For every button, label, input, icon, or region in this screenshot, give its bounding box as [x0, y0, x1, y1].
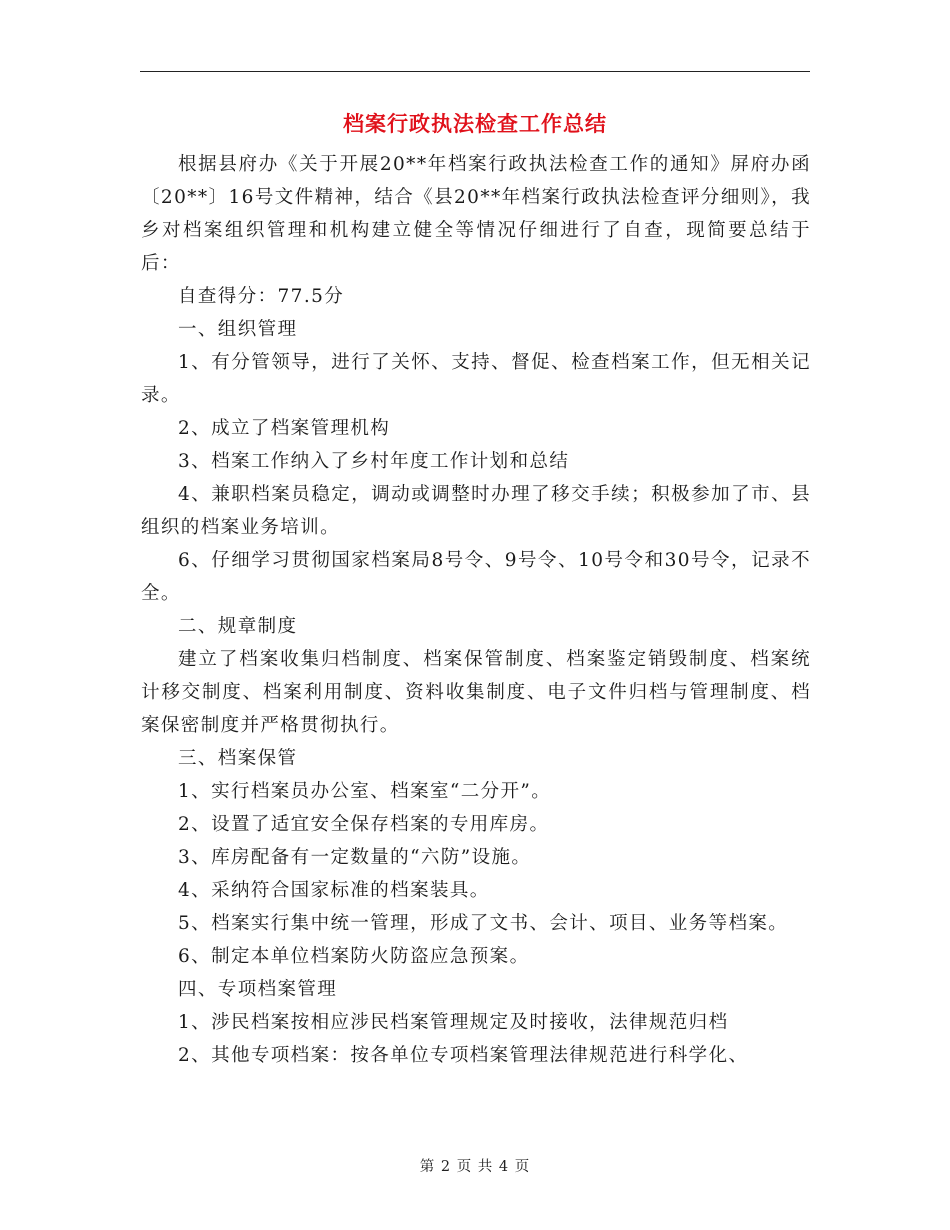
section-heading: 二、规章制度 — [178, 616, 298, 637]
paragraph: 1、实行档案员办公室、档案室“二分开”。 — [178, 781, 552, 802]
paragraph: 1、有分管领导，进行了关怀、支持、督促、检查档案工作，但无相关记录。 — [141, 352, 811, 406]
section-heading: 三、档案保管 — [178, 748, 298, 769]
paragraph: 自查得分：77.5分 — [178, 286, 345, 307]
paragraph: 建立了档案收集归档制度、档案保管制度、档案鉴定销毁制度、档案统计移交制度、档案利用制度、资料收集制度、电子文件归档与管理制度、档案保密制度并严格贯彻执行。 — [141, 649, 811, 736]
section-heading: 一、组织管理 — [178, 319, 298, 340]
paragraph: 2、设置了适宜安全保存档案的专用库房。 — [178, 814, 550, 835]
paragraph: 6、仔细学习贯彻国家档案局8号令、9号令、10号令和30号令，记录不全。 — [141, 550, 811, 604]
document-body — [141, 148, 811, 1072]
section-heading: 四、专项档案管理 — [178, 979, 338, 1000]
paragraph: 3、库房配备有一定数量的“六防”设施。 — [178, 847, 532, 868]
paragraph: 1、涉民档案按相应涉民档案管理规定及时接收，法律规范归档 — [178, 1012, 729, 1033]
paragraph: 6、制定本单位档案防火防盗应急预案。 — [178, 946, 530, 967]
paragraph: 2、其他专项档案：按各单位专项档案管理法律规范进行科学化、 — [178, 1045, 749, 1066]
paragraph: 5、档案实行集中统一管理，形成了文书、会计、项目、业务等档案。 — [178, 913, 789, 934]
paragraph: 3、档案工作纳入了乡村年度工作计划和总结 — [178, 451, 570, 472]
paragraph: 2、成立了档案管理机构 — [178, 418, 391, 439]
page-number-footer: 第 2 页 共 4 页 — [419, 1159, 531, 1175]
header-rule — [140, 71, 810, 72]
paragraph: 根据县府办《关于开展20**年档案行政执法检查工作的通知》屏府办函〔20**〕16号文件精神，结合《县20**年档案行政执法检查评分细则》，我乡对档案组织管理和机构建立健全等情况仔细进行了自查，现简要总结于后： — [141, 154, 811, 274]
document-title: 档案行政执法检查工作总结 — [343, 112, 607, 136]
paragraph: 4、采纳符合国家标准的档案装具。 — [178, 880, 490, 901]
paragraph: 4、兼职档案员稳定，调动或调整时办理了移交手续；积极参加了市、县组织的档案业务培训。 — [141, 484, 811, 538]
